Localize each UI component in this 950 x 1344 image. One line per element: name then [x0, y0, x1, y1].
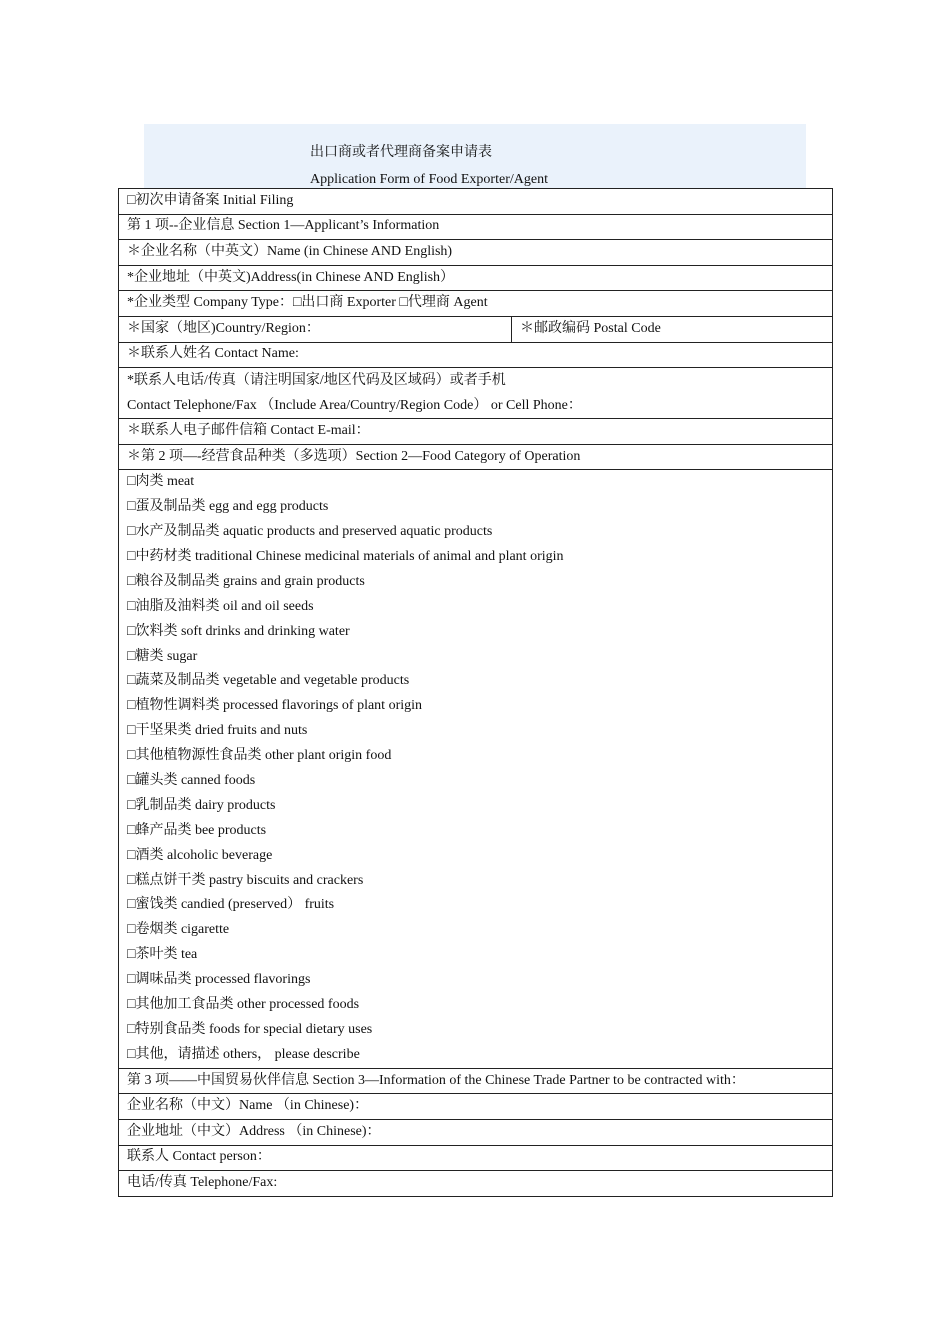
food-category-option[interactable]: □调味品类 processed flavorings	[127, 972, 311, 988]
section2-heading: ＊第 2 项—-经营食品种类（多选项）Section 2—Food Category of Operation	[119, 444, 833, 470]
company-address-field[interactable]: *企业地址（中英文)Address(in Chinese AND English）	[119, 265, 833, 291]
food-category-option[interactable]: □饮料类 soft drinks and drinking water	[127, 623, 350, 639]
company-type-field[interactable]: *企业类型 Company Type：□出口商 Exporter □代理商 Agent	[119, 291, 833, 317]
partner-address-field[interactable]: 企业地址（中文）Address （in Chinese)：	[119, 1119, 833, 1145]
row-partner-name	[119, 1094, 833, 1120]
contact-phone-label-cn: *联系人电话/传真（请注明国家/地区代码及区域码）或者手机	[127, 373, 506, 389]
food-category-list	[119, 470, 833, 1068]
partner-contact-field[interactable]: 联系人 Contact person：	[119, 1145, 833, 1171]
food-category-option[interactable]: □酒类 alcoholic beverage	[127, 847, 273, 863]
contact-email-field[interactable]: ＊联系人电子邮件信箱 Contact E-mail：	[119, 419, 833, 445]
row-partner-address	[119, 1119, 833, 1145]
food-category-option[interactable]: □罐头类 canned foods	[127, 773, 256, 789]
food-category-option[interactable]: □特别食品类 foods for special dietary uses	[127, 1021, 373, 1037]
food-category-option[interactable]: □其他植物源性食品类 other plant origin food	[127, 748, 392, 764]
food-category-option[interactable]: □干坚果类 dried fruits and nuts	[127, 723, 308, 739]
row-partner-phone	[119, 1171, 833, 1197]
food-category-option[interactable]: □水产及制品类 aquatic products and preserved aquatic products	[127, 524, 493, 540]
food-category-option[interactable]: □乳制品类 dairy products	[127, 797, 276, 813]
contact-phone-label-en: Contact Telephone/Fax （Include Area/Country/Region Code） or Cell Phone：	[127, 398, 582, 414]
partner-name-field[interactable]: 企业名称（中文）Name （in Chinese)：	[119, 1094, 833, 1120]
food-category-option[interactable]: □蔬菜及制品类 vegetable and vegetable products	[127, 673, 410, 689]
food-category-option[interactable]: □肉类 meat	[127, 474, 195, 490]
row-company-address	[119, 265, 833, 291]
food-category-option[interactable]: □茶叶类 tea	[127, 947, 198, 963]
row-food-categories	[119, 470, 833, 1068]
food-category-option[interactable]: □粮谷及制品类 grains and grain products	[127, 573, 365, 589]
row-company-name	[119, 240, 833, 266]
contact-name-field[interactable]: ＊联系人姓名 Contact Name:	[119, 342, 833, 368]
row-contact-phone	[119, 368, 833, 419]
row-country-postal	[119, 316, 833, 342]
contact-phone-field[interactable]	[119, 368, 833, 419]
food-category-option[interactable]: □植物性调料类 processed flavorings of plant origin	[127, 698, 423, 714]
row-section2-heading	[119, 444, 833, 470]
application-form-table	[118, 188, 833, 1197]
food-category-option[interactable]: □中药材类 traditional Chinese medicinal materials of animal and plant origin	[127, 549, 564, 565]
company-name-field[interactable]: ＊企业名称（中英文）Name (in Chinese AND English)	[119, 240, 833, 266]
row-initial-filing	[119, 189, 833, 215]
food-category-option[interactable]: □蜜饯类 candied (preserved） fruits	[127, 897, 335, 913]
food-category-option[interactable]: □其他加工食品类 other processed foods	[127, 997, 360, 1013]
food-category-option[interactable]: □蛋及制品类 egg and egg products	[127, 499, 329, 515]
food-category-option[interactable]: □蜂产品类 bee products	[127, 822, 267, 838]
country-region-field[interactable]: ＊国家（地区)Country/Region：	[119, 316, 512, 342]
food-category-option[interactable]: □糕点饼干类 pastry biscuits and crackers	[127, 872, 364, 888]
food-category-option[interactable]: □油脂及油料类 oil and oil seeds	[127, 598, 314, 614]
form-title-english: Application Form of Food Exporter/Agent	[310, 172, 548, 187]
row-section1-heading	[119, 214, 833, 240]
section1-heading: 第 1 项--企业信息 Section 1—Applicant’s Information	[119, 214, 833, 240]
row-contact-name	[119, 342, 833, 368]
postal-code-field[interactable]: ＊邮政编码 Postal Code	[512, 316, 833, 342]
food-category-option[interactable]: □糖类 sugar	[127, 648, 198, 664]
food-category-option[interactable]: □其他，请描述 others， please describe	[127, 1046, 360, 1062]
row-section3-heading	[119, 1068, 833, 1094]
row-contact-email	[119, 419, 833, 445]
food-category-option[interactable]: □卷烟类 cigarette	[127, 922, 230, 938]
initial-filing-checkbox[interactable]: □初次申请备案 Initial Filing	[119, 189, 833, 215]
section3-heading: 第 3 项——中国贸易伙伴信息 Section 3—Information of the Chinese Trade Partner to be contracted with：	[119, 1068, 833, 1094]
row-partner-contact	[119, 1145, 833, 1171]
form-title-chinese: 出口商或者代理商备案申请表	[310, 145, 492, 160]
partner-phone-field[interactable]: 电话/传真 Telephone/Fax:	[119, 1171, 833, 1197]
row-company-type	[119, 291, 833, 317]
